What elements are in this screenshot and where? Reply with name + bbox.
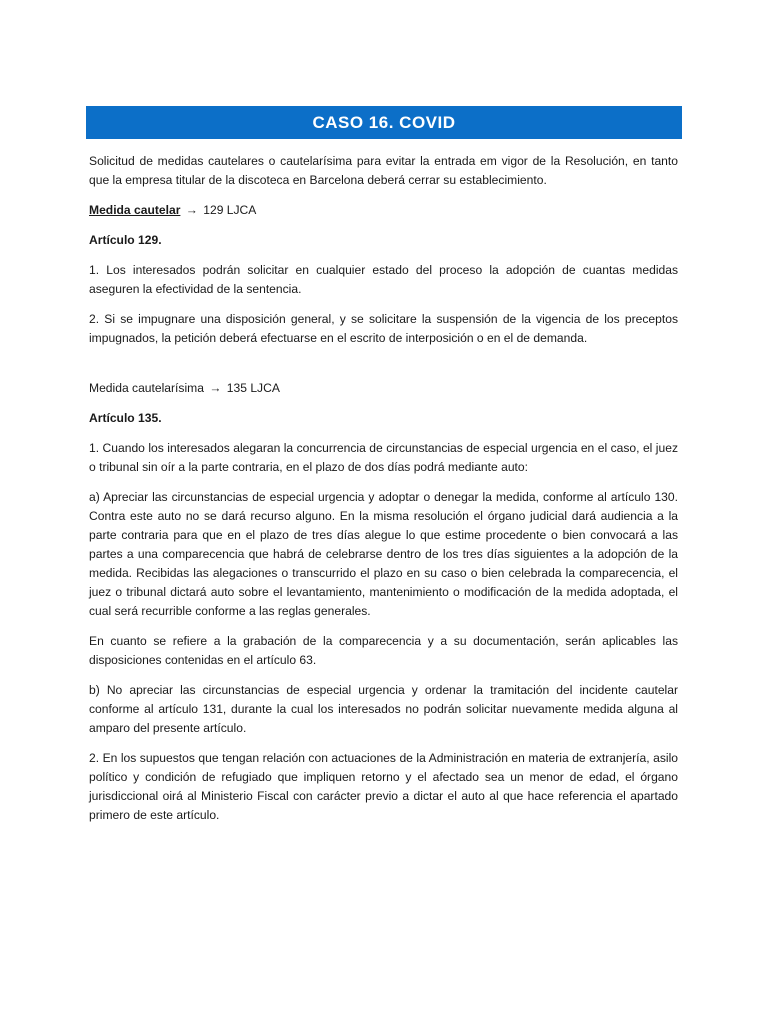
article-135-paragraph-grabacion: En cuanto se refiere a la grabación de la comparecencia y a su documentación, serán aplicables las disposiciones contenidas en el artículo 63. [89, 634, 678, 667]
medida-cautelarisima-line [89, 379, 678, 398]
document-body [89, 152, 678, 836]
document-title: CASO 16. COVID [312, 112, 456, 132]
right-arrow-icon: → [185, 203, 198, 217]
article-129-paragraph-2: 2. Si se impugnare una disposición general, y se solicitare la suspensión de la vigencia de los preceptos impugnados, la petición deberá efectuarse en el escrito de interposición o en el de demanda. [89, 312, 678, 345]
right-arrow-icon: → [209, 381, 222, 395]
article-135-paragraph-2: 2. En los supuestos que tengan relación con actuaciones de la Administración en materia de extranjería, asilo político y condición de refugiado que impliquen retorno y el afectado sea un menor de edad, el órgano jurisdiccional oirá al Ministerio Fiscal con carácter previo a dictar el auto al que hace referencia el apartado primero de este artículo. [89, 751, 678, 822]
article-135-heading: Artículo 135. [89, 411, 162, 425]
article-129-paragraph-1: 1. Los interesados podrán solicitar en cualquier estado del proceso la adopción de cuantas medidas aseguren la efectividad de la sentencia. [89, 263, 678, 296]
medida-cautelarisima-ref: 135 LJCA [226, 381, 280, 395]
medida-cautelar-line [89, 201, 678, 220]
article-135-paragraph-b: b) No apreciar las circunstancias de especial urgencia y ordenar la tramitación del incidente cautelar conforme al artículo 131, durante la cual los interesados no podrán solicitar nuevamente medida alguna al amparo del presente artículo. [89, 683, 678, 735]
document-title-bar [86, 106, 682, 139]
article-129-heading: Artículo 129. [89, 233, 162, 247]
intro-paragraph: Solicitud de medidas cautelares o cautelarísima para evitar la entrada em vigor de la Resolución, en tanto que la empresa titular de la discoteca en Barcelona deberá cerrar su establecimiento. [89, 154, 678, 187]
medida-cautelar-ref: 129 LJCA [203, 203, 257, 217]
article-135-paragraph-a: a) Apreciar las circunstancias de especial urgencia y adoptar o denegar la medida, conforme al artículo 130. Contra este auto no se dará recurso alguno. En la misma resolución el órgano judicial dará audiencia a la parte contraria para que en el plazo de tres días alegue lo que estime procedente o bien convocará a las partes a una comparecencia que habrá de celebrarse dentro de los tres días siguientes a la adopción de la medida. Recibidas las alegaciones o transcurrido el plazo en su caso o bien celebrada la comparecencia, el juez o tribunal dictará auto sobre el levantamiento, mantenimiento o modificación de la medida adoptada, el cual será recurrible conforme a las reglas generales. [89, 490, 678, 618]
medida-cautelar-label: Medida cautelar [89, 203, 181, 217]
medida-cautelarisima-label: Medida cautelarísima [89, 381, 204, 395]
article-135-paragraph-1: 1. Cuando los interesados alegaran la concurrencia de circunstancias de especial urgencia en el caso, el juez o tribunal sin oír a la parte contraria, en el plazo de dos días podrá mediante auto: [89, 441, 678, 474]
